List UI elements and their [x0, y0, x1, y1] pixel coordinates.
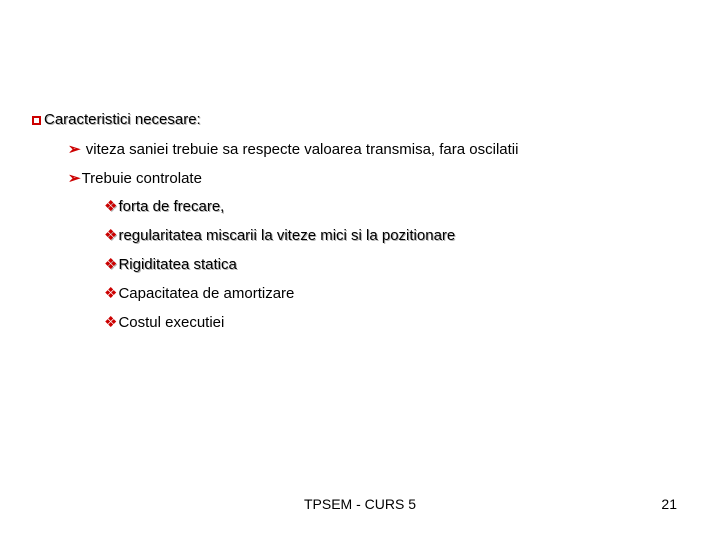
arrow-bullet-icon: ➢: [68, 170, 81, 187]
list-item-text: forta de frecare,: [118, 198, 225, 215]
list-item: [68, 170, 202, 188]
arrow-bullet-icon: ➢: [68, 141, 81, 158]
list-item: [68, 141, 518, 159]
hollow-square-bullet-icon: [32, 116, 41, 125]
list-item-text: Capacitatea de amortizare: [118, 285, 295, 302]
list-item-text: Costul executiei: [118, 314, 225, 331]
heading-row: [32, 111, 201, 129]
diamond-bullet-icon: ❖: [104, 227, 118, 244]
list-item: [104, 314, 224, 332]
list-item-text: viteza saniei trebuie sa respecte valoarea transmisa, fara oscilatii: [81, 141, 519, 158]
list-item-text: Trebuie controlate: [81, 170, 202, 187]
list-item: [104, 285, 294, 303]
footer-title: TPSEM - CURS 5: [303, 496, 416, 512]
diamond-bullet-icon: ❖: [104, 198, 118, 215]
diamond-bullet-icon: ❖: [104, 314, 118, 331]
list-item: [104, 256, 237, 274]
page-number: 21: [661, 496, 677, 512]
list-item: [104, 227, 455, 245]
list-item: [104, 198, 224, 216]
diamond-bullet-icon: ❖: [104, 256, 118, 273]
diamond-bullet-icon: ❖: [104, 285, 118, 302]
list-item-text: regularitatea miscarii la viteze mici si la pozitionare: [118, 227, 456, 244]
heading-text: Caracteristici necesare:: [44, 111, 201, 128]
list-item-text: Rigiditatea statica: [118, 256, 237, 273]
